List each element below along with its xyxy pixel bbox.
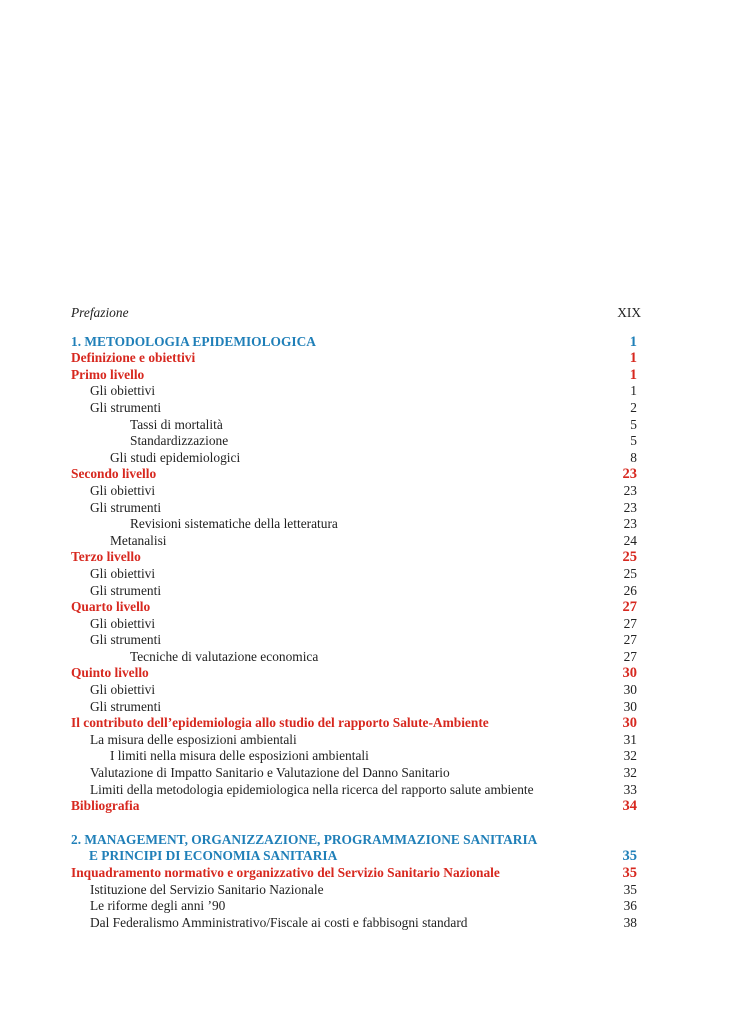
toc-entry-page: 35 — [623, 881, 637, 897]
toc-entry-title: Gli strumenti — [90, 582, 162, 598]
toc-item[interactable] — [71, 765, 641, 782]
toc-entry-page: 1 — [629, 350, 637, 367]
toc-entry-page: 32 — [623, 748, 637, 764]
toc-entry-page: 2 — [630, 399, 637, 415]
toc-section[interactable] — [71, 865, 641, 882]
chapter-page: 1 — [629, 333, 637, 350]
chapter-title: 2. MANAGEMENT, ORGANIZZAZIONE, PROGRAMMAZIONE SANITARIA — [71, 831, 538, 847]
toc-entry-page: 34 — [622, 798, 637, 815]
toc-item[interactable] — [71, 400, 641, 417]
toc-entry-title: Istituzione del Servizio Sanitario Nazionale — [90, 881, 324, 897]
toc-entry-title: Bibliografia — [71, 798, 140, 814]
chapter-title-continued: E PRINCIPI DI ECONOMIA SANITARIA — [89, 848, 338, 864]
toc-entry-title: Inquadramento normativo e organizzativo del Servizio Sanitario Nazionale — [71, 865, 500, 880]
toc-entry-title: Gli obiettivi — [90, 482, 156, 498]
toc-entry-title: Gli strumenti — [90, 632, 162, 648]
toc-entry-page: 5 — [630, 416, 637, 432]
toc-section[interactable] — [71, 715, 641, 732]
toc-item[interactable] — [71, 616, 641, 633]
toc-entry-page: 33 — [623, 781, 637, 797]
toc-entry-title: Gli obiettivi — [90, 682, 156, 698]
toc-section[interactable] — [71, 367, 641, 384]
toc-entry-page: 1 — [629, 366, 637, 383]
toc-entry-title: Il contributo dell’epidemiologia allo studio del rapporto Salute-Ambiente — [71, 715, 489, 731]
toc-entry-title: Terzo livello — [71, 549, 141, 565]
toc-entry-page: 23 — [623, 516, 637, 532]
toc-entry-page: 27 — [623, 632, 637, 648]
toc-chapter-1[interactable] — [71, 334, 641, 351]
toc-section[interactable] — [71, 549, 641, 566]
toc-item[interactable] — [71, 500, 641, 517]
toc-entry-page: 23 — [623, 499, 637, 515]
toc-item[interactable] — [71, 383, 641, 400]
toc-item[interactable] — [71, 649, 641, 666]
toc-entry-page: 36 — [623, 898, 637, 914]
toc-entry-title: Valutazione di Impatto Sanitario e Valutazione del Danno Sanitario — [90, 765, 450, 781]
toc-entry-page: 23 — [622, 466, 637, 483]
toc-preface[interactable] — [71, 305, 641, 322]
chapter-2-entries — [71, 865, 641, 931]
toc-entry-title: Limiti della metodologia epidemiologica nella ricerca del rapporto salute ambiente — [90, 781, 534, 797]
toc-entry-title: Revisioni sistematiche della letteratura — [130, 516, 338, 532]
toc-item[interactable] — [71, 882, 641, 899]
toc-item[interactable] — [71, 682, 641, 699]
toc-item[interactable] — [71, 898, 641, 915]
toc-item[interactable] — [71, 516, 641, 533]
toc-item[interactable] — [71, 483, 641, 500]
toc-entry-page: 25 — [622, 549, 637, 566]
toc-section[interactable] — [71, 798, 641, 815]
toc-item[interactable] — [71, 450, 641, 467]
toc-item[interactable] — [71, 583, 641, 600]
toc-entry-page: 31 — [623, 731, 637, 747]
chapter-page: 35 — [622, 848, 637, 865]
toc-section[interactable] — [71, 665, 641, 682]
toc-entry-title: Primo livello — [71, 366, 145, 382]
toc-chapter-2-line2[interactable] — [71, 848, 641, 865]
toc-item[interactable] — [71, 732, 641, 749]
chapter-spacer — [71, 815, 641, 832]
toc-entry-title: Tecniche di valutazione economica — [130, 648, 319, 664]
toc-entry-page: 1 — [630, 383, 637, 399]
toc-entry-page: 27 — [623, 615, 637, 631]
toc-item[interactable] — [71, 533, 641, 550]
toc-entry-title: Tassi di mortalità — [130, 416, 223, 432]
toc-entry-page: 25 — [623, 565, 637, 581]
table-of-contents — [71, 305, 641, 931]
toc-entry-title: Secondo livello — [71, 466, 157, 482]
toc-item[interactable] — [71, 433, 641, 450]
toc-entry-title: Dal Federalismo Amministrativo/Fiscale ai costi e fabbisogni standard — [90, 914, 468, 930]
toc-entry-page: 38 — [623, 914, 637, 930]
toc-section[interactable] — [71, 350, 641, 367]
toc-entry-title: Standardizzazione — [130, 433, 229, 449]
toc-section[interactable] — [71, 466, 641, 483]
toc-item[interactable] — [71, 699, 641, 716]
toc-entry-title: Quinto livello — [71, 665, 149, 681]
toc-entry-page: 35 — [622, 865, 637, 881]
chapter-title: 1. METODOLOGIA EPIDEMIOLOGICA — [71, 333, 316, 349]
toc-entry-page: 8 — [630, 449, 637, 465]
toc-entry-page: 30 — [622, 665, 637, 682]
toc-item[interactable] — [71, 566, 641, 583]
toc-entry-page: 27 — [623, 648, 637, 664]
toc-entry-page: XIX — [617, 305, 641, 320]
toc-entry-page: 5 — [630, 433, 637, 449]
toc-entry-page: 32 — [623, 765, 637, 781]
toc-entry-title: Gli obiettivi — [90, 565, 156, 581]
toc-item[interactable] — [71, 915, 641, 932]
toc-entry-title: Gli obiettivi — [90, 383, 156, 399]
toc-entry-title: Metanalisi — [110, 532, 167, 548]
toc-entry-title: I limiti nella misura delle esposizioni ambientali — [110, 748, 369, 764]
toc-section[interactable] — [71, 599, 641, 616]
toc-entry-title: Gli obiettivi — [90, 615, 156, 631]
toc-item[interactable] — [71, 417, 641, 434]
toc-item[interactable] — [71, 782, 641, 799]
toc-chapter-2-line1[interactable] — [71, 832, 641, 849]
toc-entry-title: Gli studi epidemiologici — [110, 449, 241, 465]
toc-entry-page: 23 — [623, 482, 637, 498]
toc-entry-page: 27 — [622, 599, 637, 616]
toc-entry-page: 24 — [623, 532, 637, 548]
toc-item[interactable] — [71, 748, 641, 765]
toc-entry-page: 26 — [623, 582, 637, 598]
toc-entry-page: 30 — [622, 715, 637, 732]
toc-entry-title: Definizione e obiettivi — [71, 350, 196, 366]
toc-entry-page: 30 — [623, 698, 637, 714]
chapter-1-entries — [71, 350, 641, 815]
toc-entry-title: Prefazione — [71, 305, 129, 320]
toc-entry-title: La misura delle esposizioni ambientali — [90, 731, 297, 747]
toc-entry-page: 30 — [623, 682, 637, 698]
toc-entry-title: Gli strumenti — [90, 698, 162, 714]
toc-item[interactable] — [71, 632, 641, 649]
toc-entry-title: Quarto livello — [71, 599, 151, 615]
toc-entry-title: Le riforme degli anni ’90 — [90, 898, 226, 914]
toc-entry-title: Gli strumenti — [90, 499, 162, 515]
toc-entry-title: Gli strumenti — [90, 399, 162, 415]
